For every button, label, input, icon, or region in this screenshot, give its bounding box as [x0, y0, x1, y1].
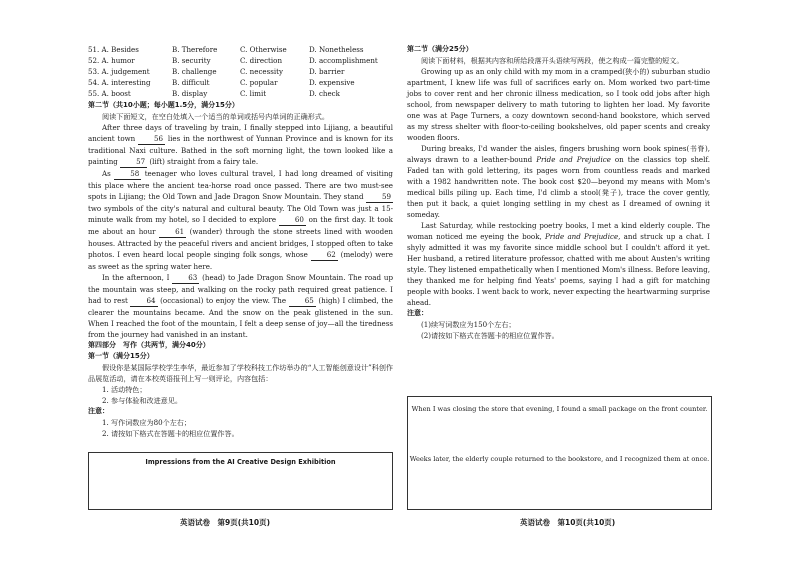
story-paragraph-2: During breaks, I'd wander the aisles, fingers brushing worn book spines(书脊), always drawn to a leather-bound Pride and Prejudice on the classics top shelf. Faded tan with gold lettering, its pages worn from countless reads and marked with a 1982 handwritten note. The book cost $20—beyond my means with Mom's medical bills piling up. Each time, I'd climb a stool(凳子), trace the cover gently, then put it back, a quiet longing settling in my chest as I dreamed of owning it someday.: [407, 144, 710, 219]
note-item-2: (2)请按如下格式在答题卡的相应位置作答。: [421, 331, 559, 340]
blank-59[interactable]: 59: [366, 191, 393, 203]
continuation-header: 第二节（满分25分）: [407, 45, 473, 53]
story-paragraph-1: Growing up as an only child with my mom in a cramped(狭小的) suburban studio apartment, I knew life was full of sacrifices early on. Mom worked two part-time jobs to cover rent and her chronic illness medication, so I took odd jobs after high school, from newspaper delivery to math tutoring to lighten her load. My favorite one was at Page Turners, a cozy downtown second-hand bookstore, which served as my stress shelter with floor-to-ceiling bookshelves, old paper scents and creaky wooden floors.: [407, 67, 710, 142]
option-51-D: D. Nonetheless: [309, 45, 364, 54]
passage-paragraph-3: In the afternoon, I 63 (head) to Jade Dragon Snow Mountain. The road up the mountain was steep, and walking on the rocky path required great patience. I had to rest 64 (occasional) to enjoy the view. The 65 (high) I climbed, the clearer the mountains became. And the snow on the peak glistened in the sun. When I reached the foot of the mountain, I felt a deep sense of joy—all the tiredness from the journey had vanished in an instant.: [88, 273, 393, 339]
note-item-2: 2. 请按如下格式在答题卡的相应位置作答。: [102, 429, 239, 438]
option-53-D: D. barrier: [309, 67, 345, 76]
writing-task-text: 假设你是某国际学校学生李华，最近参加了学校科技工作坊举办的“人工智能创意设计”科创作品展览活动，请在本校英语报刊上写一则评论，内容包括：: [88, 363, 393, 383]
blank-64[interactable]: 64: [130, 295, 157, 307]
option-55-D: D. check: [309, 89, 340, 98]
blank-65[interactable]: 65: [289, 295, 316, 307]
answer-box-right[interactable]: [407, 396, 712, 510]
passage-paragraph-1: After three days of traveling by train, I finally stepped into Lijiang, a beautiful ancient town 56 lies in the northwest of Yunnan Province and is known for its traditional Naxi culture. Bathed in the soft morning light, the town looked like a painting 57 (lift) straight from a fairy tale.: [88, 123, 393, 166]
option-51-C: C. Otherwise: [240, 45, 287, 54]
note-label: 注意：: [407, 309, 428, 317]
blank-58[interactable]: 58: [114, 168, 141, 180]
option-52-B: B. security: [172, 56, 211, 65]
option-55-B: B. display: [172, 89, 208, 98]
answer-box-title: Impressions from the AI Creative Design Exhibition: [145, 458, 336, 466]
section2-instruction: 阅读下面短文，在空白处填入一个适当的单词或括号内单词的正确形式。: [102, 112, 329, 121]
option-53-A: 53. A. judgement: [88, 67, 150, 76]
blank-60[interactable]: 60: [279, 214, 306, 226]
option-51-B: B. Therefore: [172, 45, 218, 54]
part4-header: 第四部分 写作（共两节，满分40分）: [88, 341, 210, 349]
option-54-A: 54. A. interesting: [88, 78, 151, 87]
writing-point-2: 2. 参与体验和改进意见。: [102, 396, 182, 405]
page-footer-10: 英语试卷 第10页(共10页): [520, 518, 616, 527]
writing-section1-header: 第一节（满分15分）: [88, 352, 154, 360]
answer-box-left[interactable]: [88, 452, 393, 510]
section2-header: 第二节（共10小题；每小题1.5分，满分15分）: [88, 101, 239, 109]
blank-62[interactable]: 62: [311, 249, 338, 261]
note-item-1: (1)续写词数应为150个左右；: [421, 320, 516, 329]
option-52-C: C. direction: [240, 56, 283, 65]
book-title: Pride and Prejudice: [536, 155, 611, 164]
paragraph-opener-2: Weeks later, the elderly couple returned to the bookstore, and I recognized them at once.: [409, 455, 710, 463]
option-54-C: C. popular: [240, 78, 278, 87]
blank-57[interactable]: 57: [120, 156, 147, 168]
book-title: Pride and Prejudice: [545, 232, 619, 241]
blank-63[interactable]: 63: [172, 272, 199, 284]
option-54-D: D. expensive: [309, 78, 355, 87]
option-55-A: 55. A. boost: [88, 89, 131, 98]
option-53-B: B. challenge: [172, 67, 217, 76]
story-paragraph-3: Last Saturday, while restocking poetry books, I met a kind elderly couple. The woman noticed me eyeing the book, Pride and Prejudice, and struck up a chat. I shyly admitted it was my favorite since middle school but I couldn't afford it yet. Her husband, a retired literature professor, chatted with me about Austen's writing style. They listened empathetically when I mentioned Mom's illness. Before leaving, they thanked me for helping find Yeats' poems, saying I had a gift for matching people with books. I went back to work, never expecting the heartwarming surprise ahead.: [407, 221, 710, 307]
passage-paragraph-2: As 58 teenager who loves cultural travel, I had long dreamed of visiting this place where the ancient tea-horse road once passed. There are two must-see spots in Lijiang; the Old Town and Jade Dragon Snow Mountain. They stand 59 two symbols of the city's natural and cultural beauty. The Old Town was just a 15-minute walk from my hotel, so I decided to explore 60 on the first day. It took me about an hour 61 (wander) through the stone streets lined with wooden houses. Attracted by the peaceful rivers and ancient bridges, I stopped often to take photos. I even heard local people singing folk songs, whose 62 (melody) were as sweet as the spring water here.: [88, 169, 393, 271]
option-52-D: D. accomplishment: [309, 56, 378, 65]
option-52-A: 52. A. humor: [88, 56, 135, 65]
option-51-A: 51. A. Besides: [88, 45, 139, 54]
note-label: 注意：: [88, 407, 109, 415]
continuation-instruction: 阅读下面材料，根据其内容和所给段落开头语续写两段，使之构成一篇完整的短文。: [421, 56, 684, 65]
option-53-C: C. necessity: [240, 67, 284, 76]
blank-56[interactable]: 56: [138, 133, 165, 145]
option-55-C: C. limit: [240, 89, 267, 98]
blank-61[interactable]: 61: [159, 226, 186, 238]
options-grid: [88, 44, 393, 99]
page-footer-9: 英语试卷 第9页(共10页): [180, 518, 271, 527]
option-54-B: B. difficult: [172, 78, 210, 87]
paragraph-opener-1: When I was closing the store that evening, I found a small package on the front counter.: [411, 405, 708, 413]
writing-point-1: 1. 活动特色；: [102, 385, 147, 394]
note-item-1: 1. 写作词数应为80个左右；: [102, 418, 191, 427]
